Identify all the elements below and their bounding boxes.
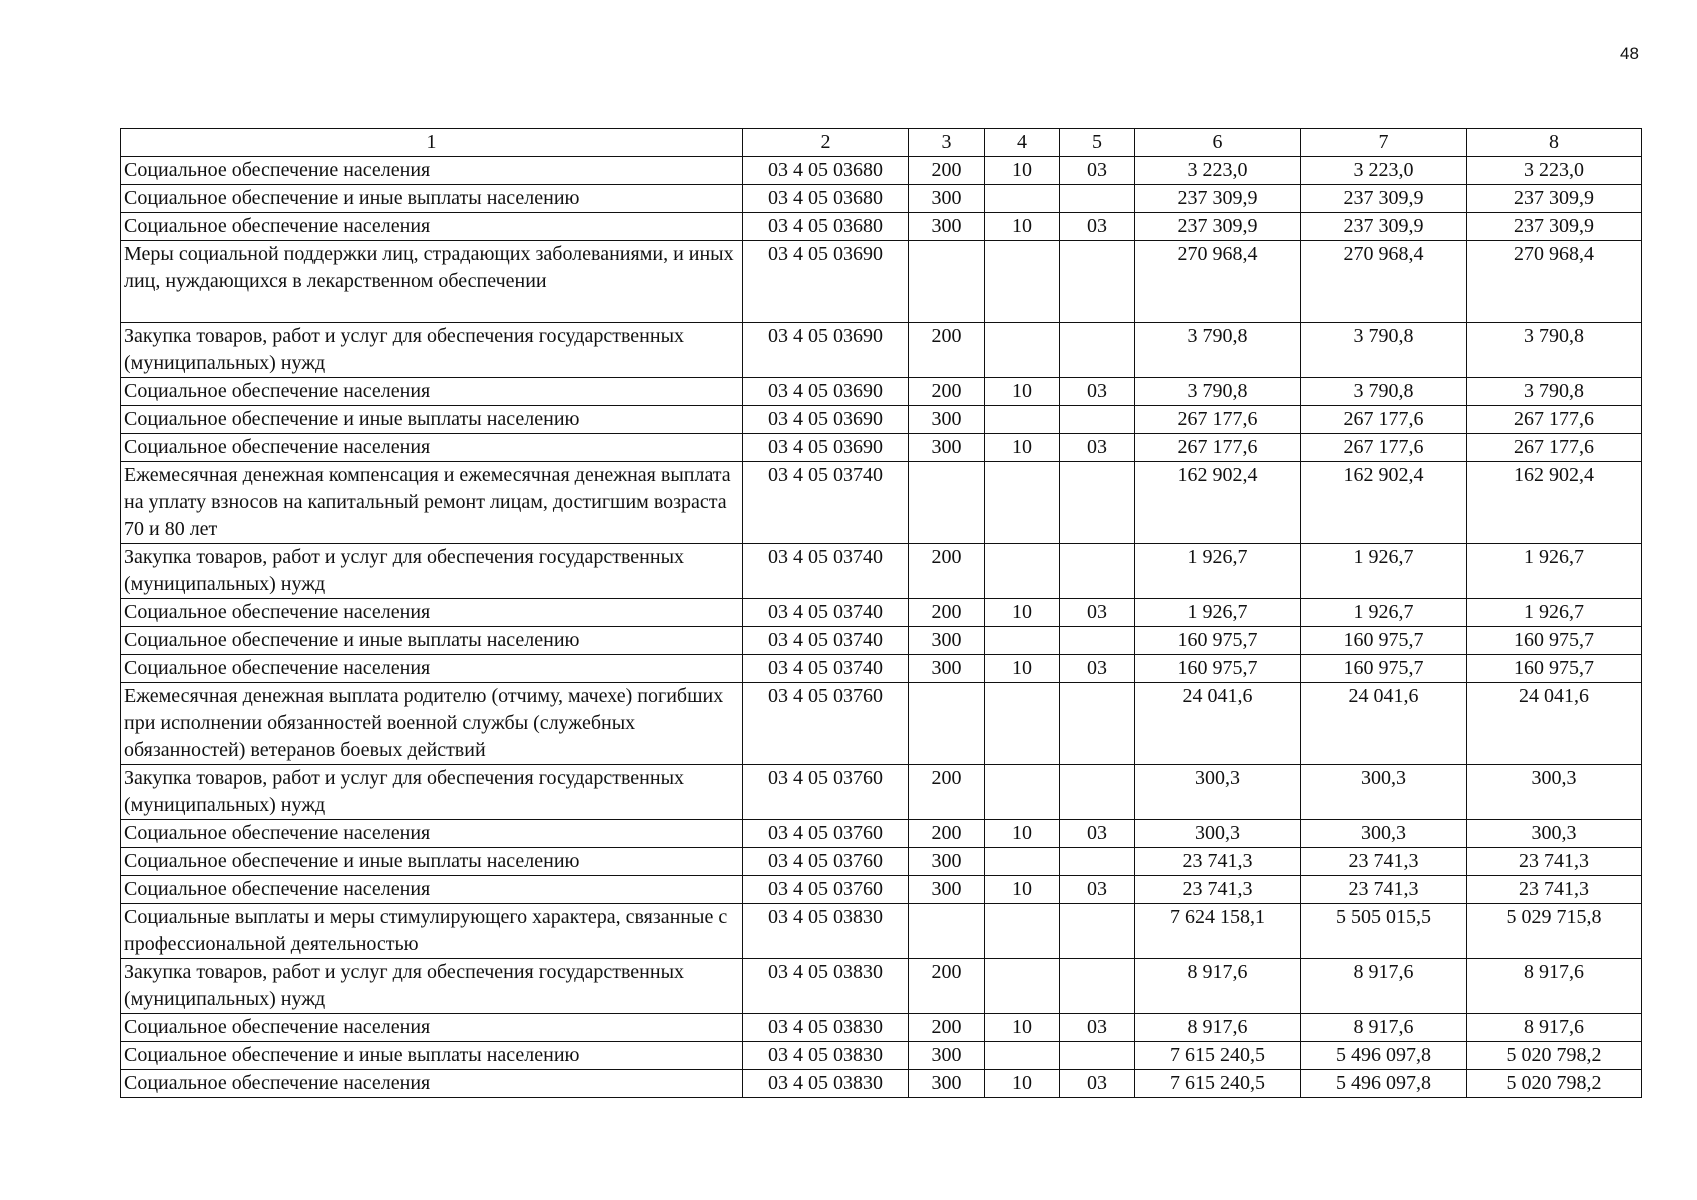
row-name-cell: Социальное обеспечение населения — [121, 434, 743, 462]
budget-code-cell: 03 4 05 03830 — [743, 959, 909, 1014]
amount-col7-cell: 23 741,3 — [1301, 876, 1467, 904]
expense-type-cell: 200 — [909, 1014, 985, 1042]
header-cell: 3 — [909, 129, 985, 157]
amount-col6-cell: 160 975,7 — [1135, 655, 1301, 683]
section-cell: 10 — [985, 599, 1060, 627]
section-cell — [985, 462, 1060, 544]
amount-col8-cell: 160 975,7 — [1467, 655, 1642, 683]
table-row — [121, 848, 1642, 876]
expense-type-cell — [909, 241, 985, 323]
amount-col6-cell: 3 223,0 — [1135, 157, 1301, 185]
row-name-cell: Ежемесячная денежная выплата родителю (отчиму, мачехе) погибших при исполнении обязанностей военной службы (служебных обязанностей) ветеранов боевых действий — [121, 683, 743, 765]
amount-col6-cell: 160 975,7 — [1135, 627, 1301, 655]
section-cell — [985, 1042, 1060, 1070]
budget-code-cell: 03 4 05 03690 — [743, 434, 909, 462]
amount-col7-cell: 270 968,4 — [1301, 241, 1467, 323]
section-cell: 10 — [985, 655, 1060, 683]
budget-code-cell: 03 4 05 03760 — [743, 848, 909, 876]
expense-type-cell: 300 — [909, 848, 985, 876]
budget-code-cell: 03 4 05 03830 — [743, 904, 909, 959]
section-cell: 10 — [985, 820, 1060, 848]
row-name-cell: Социальное обеспечение населения — [121, 599, 743, 627]
amount-col8-cell: 237 309,9 — [1467, 185, 1642, 213]
subsection-cell — [1060, 627, 1135, 655]
row-name-cell: Закупка товаров, работ и услуг для обеспечения государственных (муниципальных) нужд — [121, 323, 743, 378]
section-cell: 10 — [985, 157, 1060, 185]
row-name-cell: Социальное обеспечение населения — [121, 655, 743, 683]
expense-type-cell: 300 — [909, 655, 985, 683]
row-name-cell: Закупка товаров, работ и услуг для обеспечения государственных (муниципальных) нужд — [121, 959, 743, 1014]
section-cell — [985, 904, 1060, 959]
subsection-cell — [1060, 959, 1135, 1014]
budget-code-cell: 03 4 05 03690 — [743, 406, 909, 434]
amount-col6-cell: 267 177,6 — [1135, 434, 1301, 462]
amount-col8-cell: 267 177,6 — [1467, 406, 1642, 434]
table-row — [121, 959, 1642, 1014]
amount-col6-cell: 3 790,8 — [1135, 378, 1301, 406]
amount-col8-cell: 237 309,9 — [1467, 213, 1642, 241]
page-number: 48 — [1620, 44, 1639, 63]
table-row — [121, 627, 1642, 655]
amount-col6-cell: 7 615 240,5 — [1135, 1070, 1301, 1098]
subsection-cell: 03 — [1060, 876, 1135, 904]
section-cell — [985, 406, 1060, 434]
table-row — [121, 655, 1642, 683]
subsection-cell — [1060, 904, 1135, 959]
amount-col7-cell: 23 741,3 — [1301, 848, 1467, 876]
amount-col8-cell: 5 020 798,2 — [1467, 1042, 1642, 1070]
table-row — [121, 213, 1642, 241]
subsection-cell — [1060, 406, 1135, 434]
amount-col6-cell: 237 309,9 — [1135, 185, 1301, 213]
expense-type-cell: 200 — [909, 765, 985, 820]
amount-col7-cell: 267 177,6 — [1301, 434, 1467, 462]
amount-col7-cell: 3 223,0 — [1301, 157, 1467, 185]
amount-col8-cell: 1 926,7 — [1467, 599, 1642, 627]
expense-type-cell: 300 — [909, 434, 985, 462]
subsection-cell — [1060, 848, 1135, 876]
table-row — [121, 683, 1642, 765]
table-row — [121, 323, 1642, 378]
budget-code-cell: 03 4 05 03760 — [743, 876, 909, 904]
table-row — [121, 904, 1642, 959]
row-name-cell: Закупка товаров, работ и услуг для обеспечения государственных (муниципальных) нужд — [121, 765, 743, 820]
header-cell: 1 — [121, 129, 743, 157]
expense-type-cell: 200 — [909, 378, 985, 406]
expense-type-cell: 200 — [909, 323, 985, 378]
section-cell: 10 — [985, 378, 1060, 406]
amount-col8-cell: 23 741,3 — [1467, 848, 1642, 876]
header-cell: 7 — [1301, 129, 1467, 157]
subsection-cell — [1060, 683, 1135, 765]
budget-code-cell: 03 4 05 03760 — [743, 820, 909, 848]
amount-col6-cell: 8 917,6 — [1135, 959, 1301, 1014]
section-cell — [985, 765, 1060, 820]
header-cell: 5 — [1060, 129, 1135, 157]
expense-type-cell: 300 — [909, 876, 985, 904]
section-cell — [985, 683, 1060, 765]
amount-col6-cell: 24 041,6 — [1135, 683, 1301, 765]
amount-col7-cell: 267 177,6 — [1301, 406, 1467, 434]
table-row — [121, 462, 1642, 544]
amount-col7-cell: 8 917,6 — [1301, 959, 1467, 1014]
table-row — [121, 1014, 1642, 1042]
subsection-cell — [1060, 765, 1135, 820]
subsection-cell — [1060, 462, 1135, 544]
amount-col7-cell: 300,3 — [1301, 820, 1467, 848]
row-name-cell: Закупка товаров, работ и услуг для обеспечения государственных (муниципальных) нужд — [121, 544, 743, 599]
amount-col8-cell: 8 917,6 — [1467, 1014, 1642, 1042]
section-cell: 10 — [985, 434, 1060, 462]
amount-col7-cell: 162 902,4 — [1301, 462, 1467, 544]
subsection-cell: 03 — [1060, 157, 1135, 185]
amount-col8-cell: 8 917,6 — [1467, 959, 1642, 1014]
row-name-cell: Социальное обеспечение населения — [121, 1070, 743, 1098]
amount-col8-cell: 3 790,8 — [1467, 378, 1642, 406]
subsection-cell: 03 — [1060, 655, 1135, 683]
subsection-cell: 03 — [1060, 213, 1135, 241]
section-cell: 10 — [985, 1014, 1060, 1042]
amount-col8-cell: 267 177,6 — [1467, 434, 1642, 462]
amount-col7-cell: 5 505 015,5 — [1301, 904, 1467, 959]
header-cell: 2 — [743, 129, 909, 157]
table-row — [121, 1042, 1642, 1070]
expense-type-cell: 200 — [909, 959, 985, 1014]
table-row — [121, 1070, 1642, 1098]
section-cell — [985, 848, 1060, 876]
amount-col7-cell: 5 496 097,8 — [1301, 1070, 1467, 1098]
section-cell — [985, 959, 1060, 1014]
section-cell: 10 — [985, 1070, 1060, 1098]
budget-table — [120, 128, 1642, 1098]
expense-type-cell: 300 — [909, 406, 985, 434]
amount-col8-cell: 24 041,6 — [1467, 683, 1642, 765]
subsection-cell — [1060, 544, 1135, 599]
section-cell — [985, 185, 1060, 213]
amount-col7-cell: 160 975,7 — [1301, 627, 1467, 655]
expense-type-cell — [909, 683, 985, 765]
expense-type-cell: 200 — [909, 157, 985, 185]
budget-code-cell: 03 4 05 03830 — [743, 1042, 909, 1070]
table-row — [121, 157, 1642, 185]
table-row — [121, 185, 1642, 213]
amount-col8-cell: 5 029 715,8 — [1467, 904, 1642, 959]
budget-code-cell: 03 4 05 03680 — [743, 157, 909, 185]
amount-col8-cell: 23 741,3 — [1467, 876, 1642, 904]
expense-type-cell: 300 — [909, 213, 985, 241]
table-row — [121, 765, 1642, 820]
row-name-cell: Социальное обеспечение и иные выплаты населению — [121, 185, 743, 213]
budget-code-cell: 03 4 05 03690 — [743, 378, 909, 406]
subsection-cell: 03 — [1060, 820, 1135, 848]
amount-col6-cell: 1 926,7 — [1135, 544, 1301, 599]
amount-col8-cell: 162 902,4 — [1467, 462, 1642, 544]
header-cell: 4 — [985, 129, 1060, 157]
amount-col7-cell: 24 041,6 — [1301, 683, 1467, 765]
amount-col7-cell: 3 790,8 — [1301, 378, 1467, 406]
amount-col7-cell: 237 309,9 — [1301, 213, 1467, 241]
section-cell — [985, 627, 1060, 655]
row-name-cell: Социальное обеспечение населения — [121, 213, 743, 241]
header-row — [121, 129, 1642, 157]
row-name-cell: Социальное обеспечение населения — [121, 157, 743, 185]
amount-col8-cell: 3 223,0 — [1467, 157, 1642, 185]
section-cell — [985, 323, 1060, 378]
table-row — [121, 544, 1642, 599]
amount-col6-cell: 267 177,6 — [1135, 406, 1301, 434]
subsection-cell: 03 — [1060, 1014, 1135, 1042]
table-header — [121, 129, 1642, 157]
row-name-cell: Социальное обеспечение и иные выплаты населению — [121, 848, 743, 876]
budget-code-cell: 03 4 05 03740 — [743, 599, 909, 627]
expense-type-cell: 200 — [909, 544, 985, 599]
row-name-cell: Социальное обеспечение населения — [121, 820, 743, 848]
amount-col7-cell: 5 496 097,8 — [1301, 1042, 1467, 1070]
amount-col6-cell: 300,3 — [1135, 765, 1301, 820]
section-cell — [985, 544, 1060, 599]
header-cell: 6 — [1135, 129, 1301, 157]
expense-type-cell: 300 — [909, 1070, 985, 1098]
row-name-cell: Социальное обеспечение и иные выплаты населению — [121, 627, 743, 655]
amount-col8-cell: 160 975,7 — [1467, 627, 1642, 655]
expense-type-cell: 300 — [909, 185, 985, 213]
row-name-cell: Социальное обеспечение населения — [121, 378, 743, 406]
amount-col6-cell: 7 615 240,5 — [1135, 1042, 1301, 1070]
expense-type-cell: 200 — [909, 820, 985, 848]
section-cell — [985, 241, 1060, 323]
amount-col8-cell: 300,3 — [1467, 765, 1642, 820]
table-row — [121, 599, 1642, 627]
budget-code-cell: 03 4 05 03680 — [743, 185, 909, 213]
subsection-cell: 03 — [1060, 434, 1135, 462]
table-row — [121, 434, 1642, 462]
amount-col6-cell: 3 790,8 — [1135, 323, 1301, 378]
budget-code-cell: 03 4 05 03690 — [743, 241, 909, 323]
budget-code-cell: 03 4 05 03740 — [743, 655, 909, 683]
amount-col6-cell: 8 917,6 — [1135, 1014, 1301, 1042]
subsection-cell: 03 — [1060, 599, 1135, 627]
budget-code-cell: 03 4 05 03760 — [743, 683, 909, 765]
amount-col8-cell: 3 790,8 — [1467, 323, 1642, 378]
row-name-cell: Социальное обеспечение и иные выплаты населению — [121, 1042, 743, 1070]
section-cell: 10 — [985, 876, 1060, 904]
amount-col7-cell: 1 926,7 — [1301, 599, 1467, 627]
amount-col8-cell: 300,3 — [1467, 820, 1642, 848]
amount-col6-cell: 237 309,9 — [1135, 213, 1301, 241]
amount-col8-cell: 1 926,7 — [1467, 544, 1642, 599]
section-cell: 10 — [985, 213, 1060, 241]
budget-code-cell: 03 4 05 03740 — [743, 627, 909, 655]
amount-col6-cell: 7 624 158,1 — [1135, 904, 1301, 959]
amount-col6-cell: 162 902,4 — [1135, 462, 1301, 544]
expense-type-cell: 200 — [909, 599, 985, 627]
budget-code-cell: 03 4 05 03690 — [743, 323, 909, 378]
expense-type-cell: 300 — [909, 1042, 985, 1070]
table-row — [121, 406, 1642, 434]
amount-col6-cell: 1 926,7 — [1135, 599, 1301, 627]
row-name-cell: Социальное обеспечение населения — [121, 1014, 743, 1042]
expense-type-cell: 300 — [909, 627, 985, 655]
row-name-cell: Социальное обеспечение и иные выплаты населению — [121, 406, 743, 434]
row-name-cell: Социальное обеспечение населения — [121, 876, 743, 904]
subsection-cell: 03 — [1060, 1070, 1135, 1098]
table-row — [121, 241, 1642, 323]
row-name-cell: Ежемесячная денежная компенсация и ежемесячная денежная выплата на уплату взносов на капитальный ремонт лицам, достигшим возраста 70 и 80 лет — [121, 462, 743, 544]
budget-code-cell: 03 4 05 03740 — [743, 544, 909, 599]
amount-col7-cell: 3 790,8 — [1301, 323, 1467, 378]
subsection-cell: 03 — [1060, 378, 1135, 406]
budget-code-cell: 03 4 05 03680 — [743, 213, 909, 241]
header-cell: 8 — [1467, 129, 1642, 157]
table-body — [121, 157, 1642, 1098]
subsection-cell — [1060, 323, 1135, 378]
table-row — [121, 820, 1642, 848]
budget-code-cell: 03 4 05 03830 — [743, 1070, 909, 1098]
amount-col7-cell: 160 975,7 — [1301, 655, 1467, 683]
amount-col7-cell: 1 926,7 — [1301, 544, 1467, 599]
amount-col6-cell: 270 968,4 — [1135, 241, 1301, 323]
expense-type-cell — [909, 904, 985, 959]
amount-col7-cell: 237 309,9 — [1301, 185, 1467, 213]
amount-col6-cell: 23 741,3 — [1135, 876, 1301, 904]
budget-code-cell: 03 4 05 03760 — [743, 765, 909, 820]
budget-code-cell: 03 4 05 03830 — [743, 1014, 909, 1042]
row-name-cell: Меры социальной поддержки лиц, страдающих заболеваниями, и иных лиц, нуждающихся в лекарственном обеспечении — [121, 241, 743, 323]
expense-type-cell — [909, 462, 985, 544]
subsection-cell — [1060, 241, 1135, 323]
amount-col8-cell: 270 968,4 — [1467, 241, 1642, 323]
budget-code-cell: 03 4 05 03740 — [743, 462, 909, 544]
subsection-cell — [1060, 185, 1135, 213]
amount-col6-cell: 23 741,3 — [1135, 848, 1301, 876]
amount-col7-cell: 300,3 — [1301, 765, 1467, 820]
amount-col6-cell: 300,3 — [1135, 820, 1301, 848]
subsection-cell — [1060, 1042, 1135, 1070]
amount-col8-cell: 5 020 798,2 — [1467, 1070, 1642, 1098]
amount-col7-cell: 8 917,6 — [1301, 1014, 1467, 1042]
row-name-cell: Социальные выплаты и меры стимулирующего характера, связанные с профессиональной деятельностью — [121, 904, 743, 959]
table-row — [121, 876, 1642, 904]
table-row — [121, 378, 1642, 406]
